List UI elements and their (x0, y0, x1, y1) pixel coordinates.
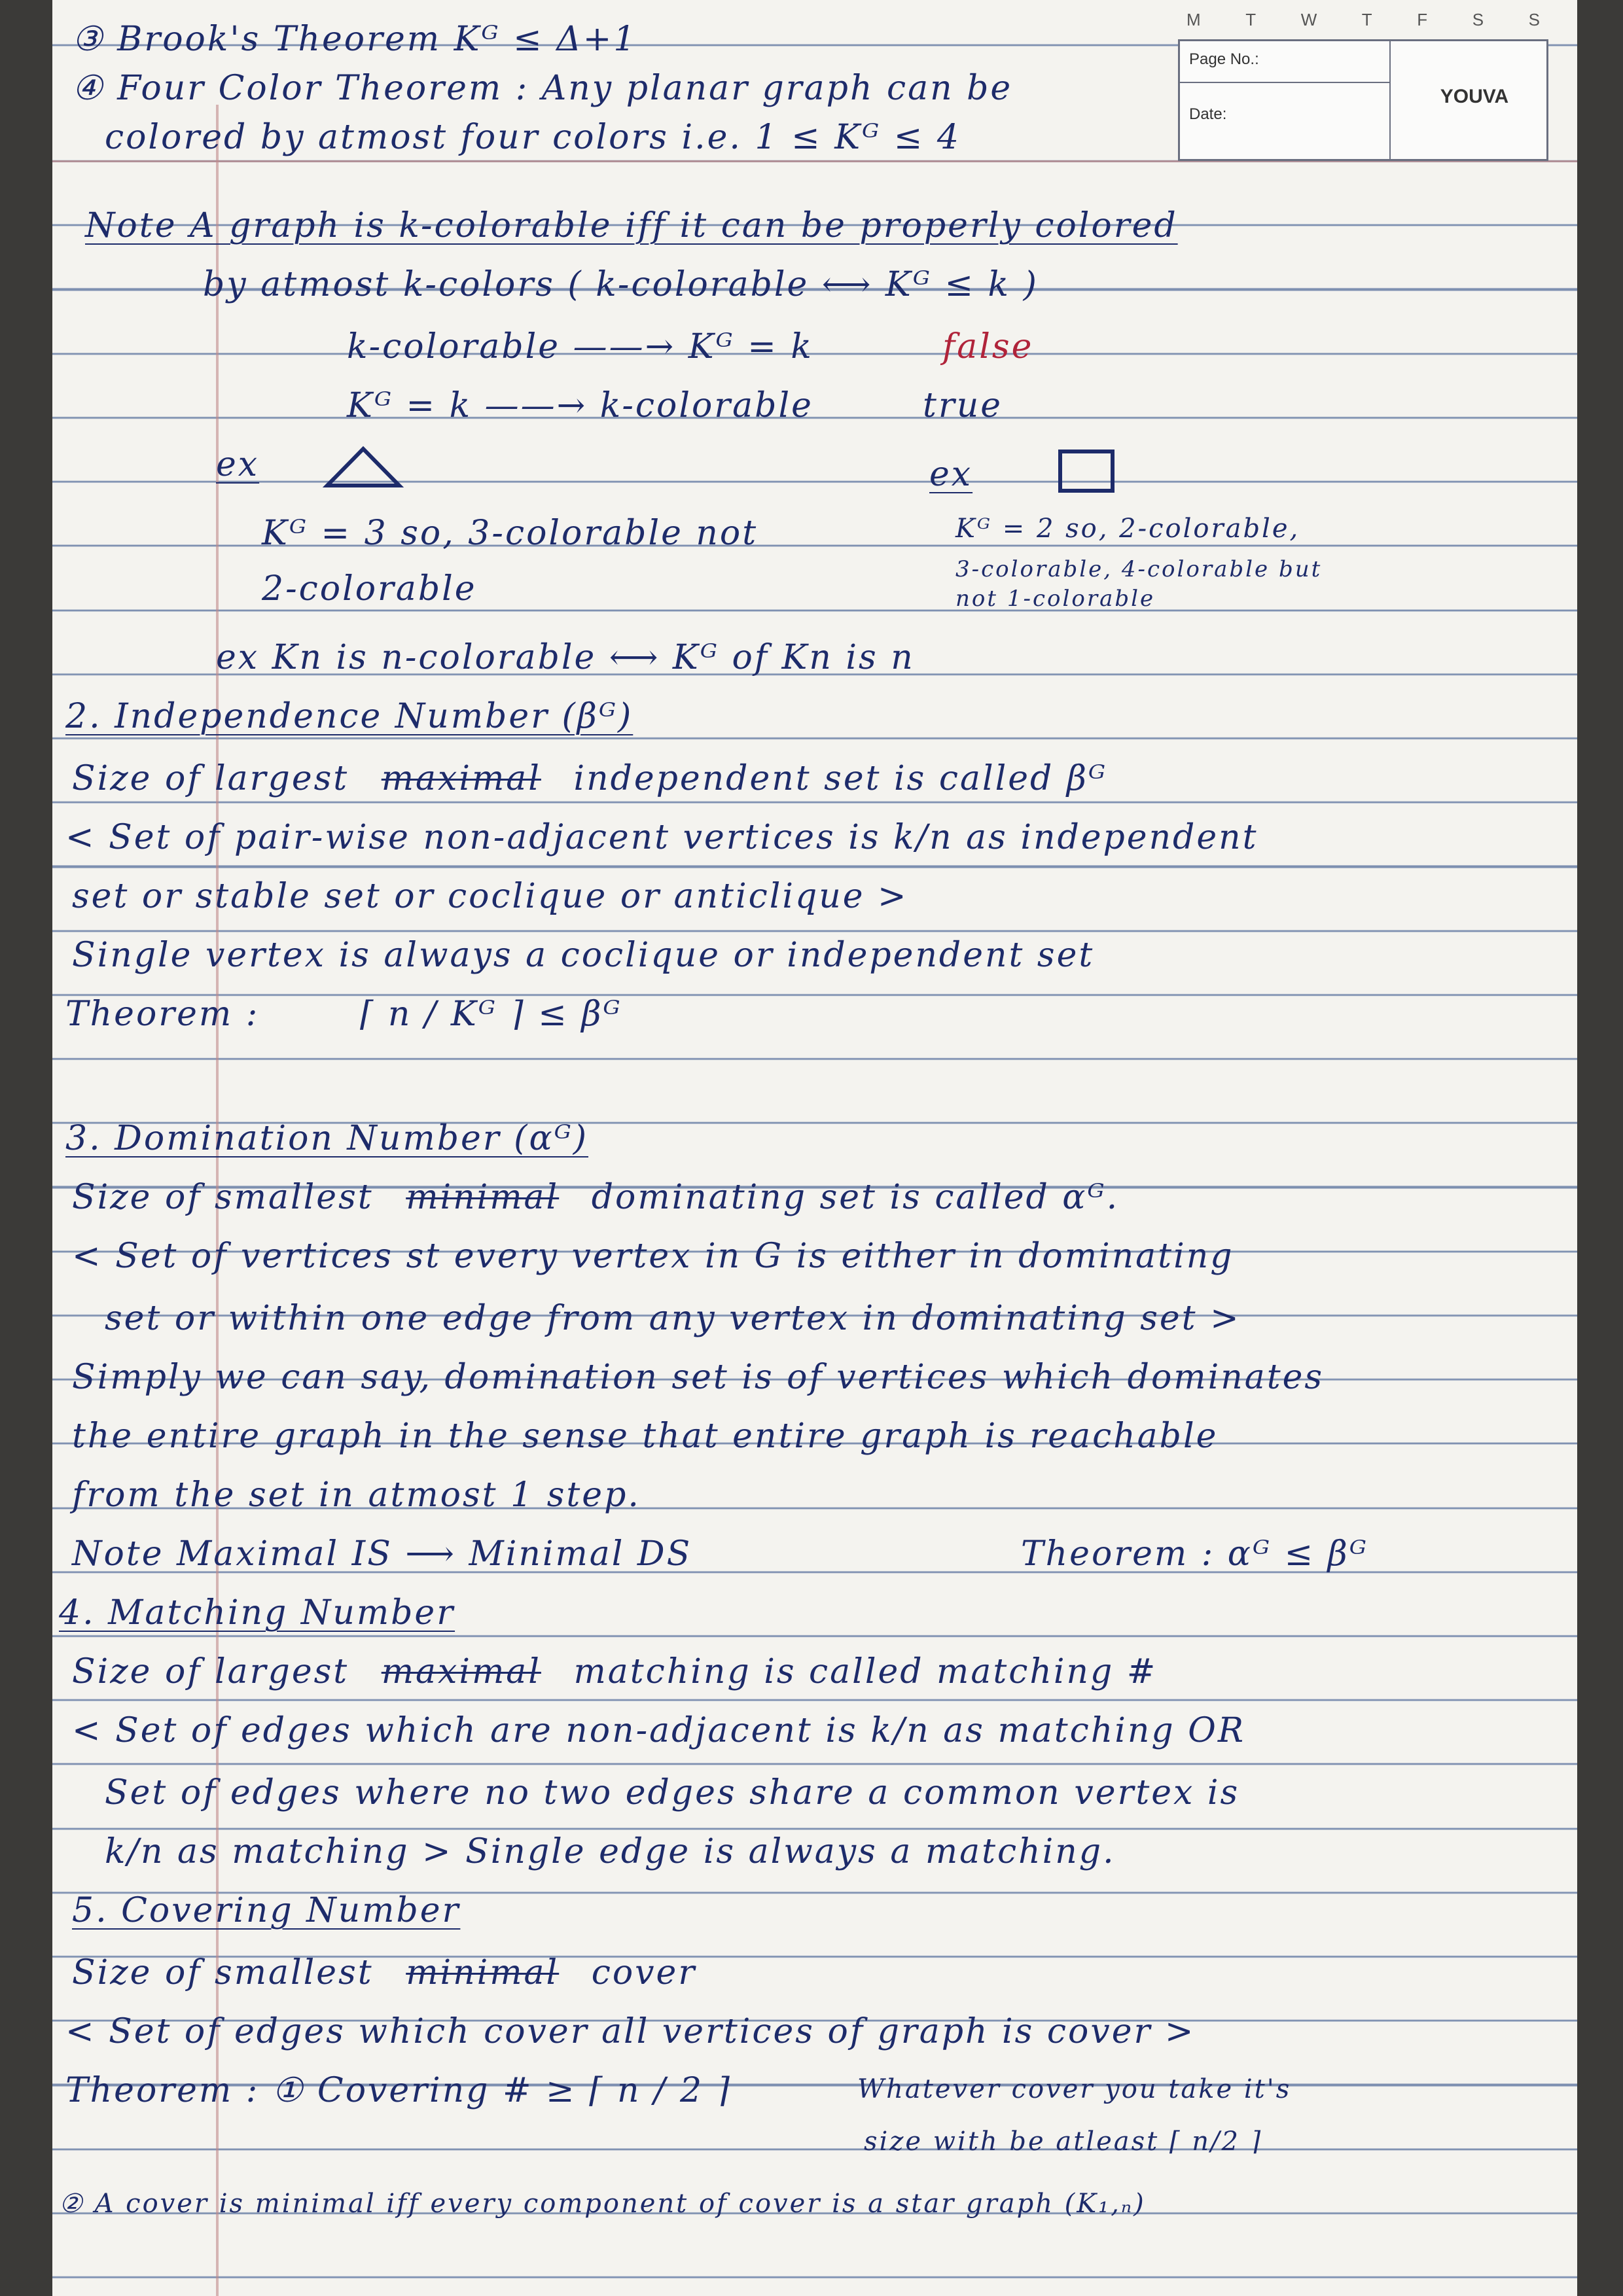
true-label: true (923, 386, 1003, 425)
triangle-graph (321, 445, 406, 491)
line-brooks: ③ Brook's Theorem Kᴳ ≤ Δ+1 (72, 20, 637, 59)
line-four-color: ④ Four Color Theorem : Any planar graph can be (72, 69, 1013, 108)
line-atleast-n2: size with be atleast ⌈ n/2 ⌉ (864, 2127, 1263, 2157)
text: dominating set is called αᴳ. (591, 1178, 1120, 1217)
line-maximal-minimal: Note Maximal IS ⟶ Minimal DS (72, 1534, 692, 1574)
line-four-color-cont: colored by atmost four colors i.e. 1 ≤ Kᴳ ≤ 4 (105, 118, 961, 157)
line-dom-def-cont: set or within one edge from any vertex in dominating set > (105, 1299, 1241, 1338)
box-divider-vertical (1389, 41, 1391, 159)
text: Size of smallest (72, 1953, 374, 1992)
page-header-box (1178, 10, 1548, 161)
heading-matching: 4. Matching Number (59, 1593, 455, 1633)
day-f: F (1417, 10, 1428, 29)
line-kcol-implies: k-colorable ——→ Kᴳ = k (347, 327, 813, 366)
line-dom-size (72, 1178, 1119, 1217)
heading-domination: 3. Domination Number (αᴳ) (65, 1119, 589, 1158)
weekday-row (1186, 10, 1540, 30)
line-kg3: Kᴳ = 3 so, 3-colorable not (262, 514, 758, 553)
line-cover-size (72, 1953, 696, 1992)
line-single-edge: k/n as matching > Single edge is always a matching. (105, 1832, 1116, 1871)
line-whatever-cover: Whatever cover you take it's (857, 2074, 1292, 2104)
line-cover-def: < Set of edges which cover all vertices of graph is cover > (65, 2012, 1196, 2051)
heading-independence: 2. Independence Number (βᴳ) (65, 697, 633, 736)
day-su: S (1528, 10, 1540, 29)
struck-word: minimal (406, 1953, 560, 1992)
square-graph (1054, 445, 1119, 497)
line-single-vertex: Single vertex is always a coclique or independent set (72, 936, 1095, 975)
theorem-alpha-beta: Theorem : αᴳ ≤ βᴳ (1021, 1534, 1368, 1574)
false-label: false (942, 327, 1034, 366)
line-kg2: Kᴳ = 2 so, 2-colorable, (955, 514, 1300, 544)
notebook-page (52, 0, 1577, 2296)
text: Size of smallest (72, 1178, 374, 1217)
text: cover (591, 1953, 697, 1992)
line-stable-set: set or stable set or coclique or anticlique > (72, 877, 908, 916)
line-entire-graph: the entire graph in the sense that entire graph is reachable (72, 1417, 1219, 1456)
struck-word: maximal (381, 759, 541, 798)
line-star-graph: ② A cover is minimal iff every component of cover is a star graph (K₁,ₙ) (59, 2189, 1146, 2219)
struck-word: minimal (406, 1178, 560, 1217)
line-indep-def: < Set of pair-wise non-adjacent vertices is k/n as independent (65, 818, 1258, 857)
line-atmost-k: by atmost k-colors ( k-colorable ⟷ Kᴳ ≤ k ) (203, 265, 1039, 304)
line-kg-implies: Kᴳ = k ——→ k-colorable (347, 386, 813, 425)
date-label: Date: (1189, 105, 1227, 123)
line-simply: Simply we can say, domination set is of vertices which dominates (72, 1358, 1325, 1397)
day-s: S (1472, 10, 1484, 29)
theorem-covering: Theorem : ① Covering # ≥ ⌈ n / 2 ⌉ (65, 2071, 732, 2110)
line-2colorable: 2-colorable (262, 569, 477, 609)
text: Size of largest (72, 1652, 349, 1691)
line-match-def: < Set of edges which are non-adjacent is k/n as matching OR (72, 1711, 1246, 1750)
line-kn-example: ex Kn is n-colorable ⟷ Kᴳ of Kn is n (216, 638, 915, 677)
line-match-size (72, 1652, 1157, 1691)
struck-word: maximal (381, 1652, 541, 1691)
day-w: W (1300, 10, 1317, 29)
box-divider (1180, 82, 1389, 83)
line-note-kcolorable: Note A graph is k-colorable iff it can be properly colored (85, 206, 1178, 245)
line-dom-def: < Set of vertices st every vertex in G is either in dominating (72, 1237, 1234, 1276)
text: matching is called matching # (573, 1652, 1158, 1691)
text: independent set is called βᴳ (573, 759, 1108, 798)
theorem-ceil-n-kg: ⌈ n / Kᴳ ⌉ ≤ βᴳ (360, 995, 622, 1034)
day-m: M (1186, 10, 1201, 29)
day-th: T (1361, 10, 1372, 29)
line-not-1colorable: not 1-colorable (955, 586, 1156, 612)
theorem-label-1: Theorem : (65, 995, 260, 1034)
page-no-label: Page No.: (1189, 50, 1259, 68)
brand-logo: YOUVA (1440, 86, 1509, 107)
text: Size of largest (72, 759, 349, 798)
line-indep-size (72, 759, 1107, 798)
line-one-step: from the set in atmost 1 step. (72, 1475, 641, 1515)
day-t: T (1245, 10, 1257, 29)
ex-label-2: ex (929, 455, 973, 494)
line-match-def-cont: Set of edges where no two edges share a common vertex is (105, 1773, 1240, 1812)
heading-covering: 5. Covering Number (72, 1891, 461, 1930)
line-3-4colorable: 3-colorable, 4-colorable but (955, 556, 1323, 582)
ex-label-1: ex (216, 445, 260, 484)
